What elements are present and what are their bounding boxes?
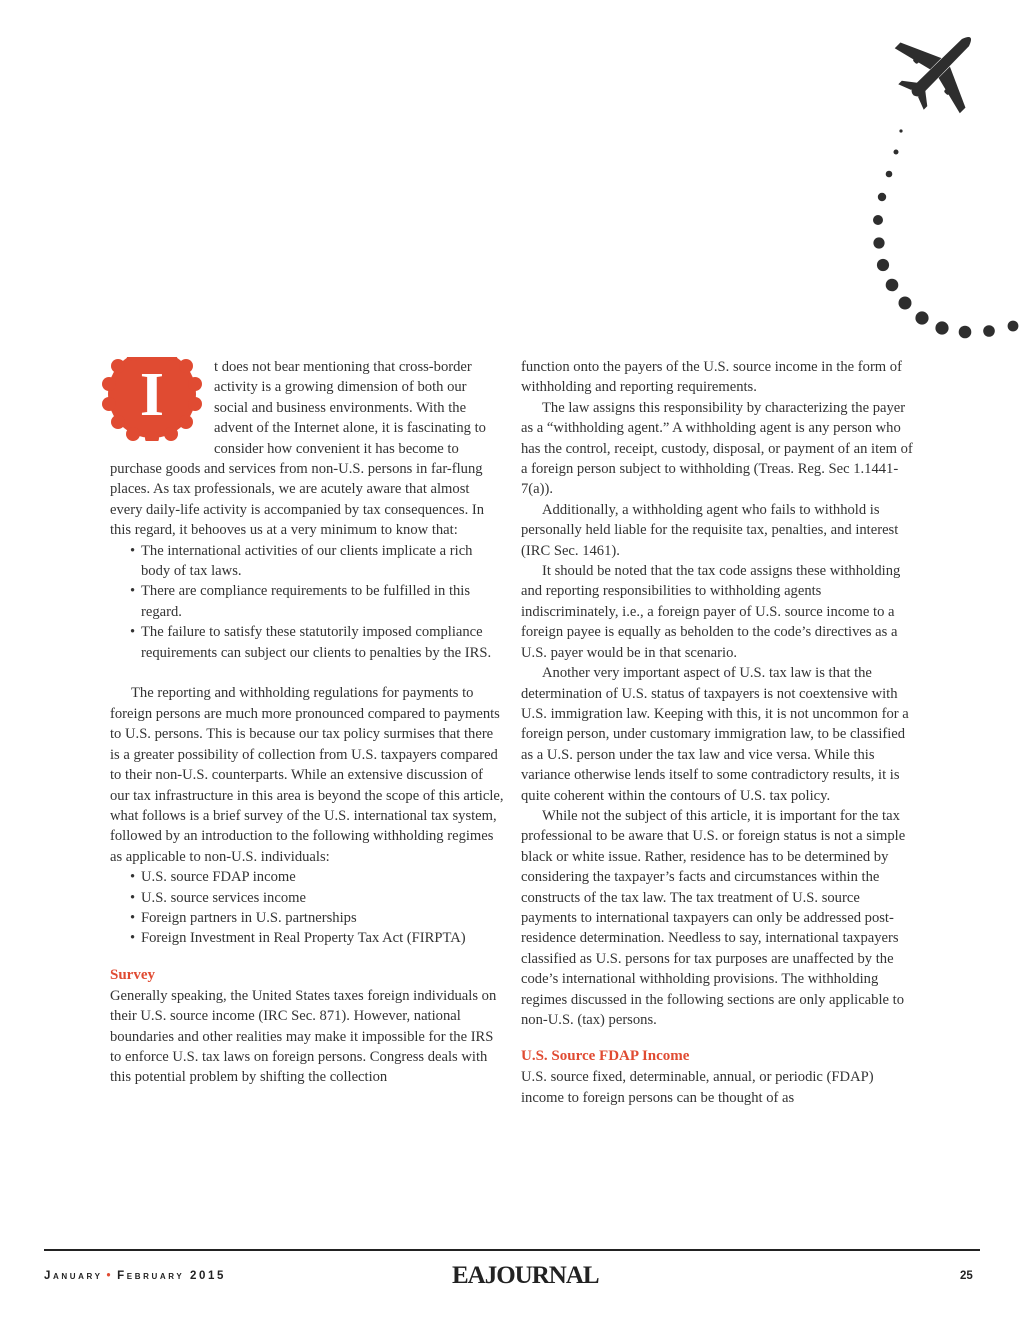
intro-paragraph: t does not bear mentioning that cross-border activity is a growing dimension of both our social and business environments. With the advent of the Internet alone, it is fascinating to consider how convenient it has become to purchase goods and services from non-U.S. persons in far-flung places. As tax professionals, we are acutely aware that almost every daily-life activity is accompanied by tax consequences. In this regard, it behooves us at a very minimum to know that: bbox=[110, 359, 486, 539]
article-left-column bbox=[110, 357, 504, 1088]
list-item: • The international activities of our clients implicate a rich body of tax laws. bbox=[130, 541, 504, 582]
footer-rule bbox=[44, 1249, 980, 1251]
drop-cap bbox=[100, 357, 204, 441]
footer-separator: • bbox=[106, 1270, 114, 1282]
list-item: • U.S. source services income bbox=[130, 888, 504, 908]
bullet-list-regimes bbox=[110, 867, 504, 949]
article-right-column bbox=[521, 357, 915, 1108]
body-paragraph: Generally speaking, the United States taxes foreign individuals on their U.S. source income (IRC Sec. 871). However, national boundaries and other realities may make it impossible for the IRS to enforce U.S. tax laws on foreign persons. Congress deals with this potential problem by shifting the collection bbox=[110, 987, 497, 1086]
body-paragraph: U.S. source fixed, determinable, annual, or periodic (FDAP) income to foreign persons can be thought of as bbox=[521, 1069, 874, 1106]
body-paragraph: function onto the payers of the U.S. source income in the form of withholding and reporting requirements. bbox=[521, 359, 902, 396]
airplane-icon bbox=[878, 5, 1002, 129]
footer-issue-date bbox=[44, 1270, 226, 1282]
bullet-list-compliance bbox=[110, 541, 504, 663]
body-paragraph: The reporting and withholding regulations for payments to foreign persons are much more pronounced compared to payments to U.S. persons. This is because our tax policy surmises that there is a greater possibility of collection from U.S. taxpayers compared to their non-U.S. counterparts. While an extensive discussion of our tax infrastructure in this area is beyond the scope of this article, what follows is a brief survey of the U.S. international tax system, followed by an introduction to the following withholding regimes as applicable to non-U.S. individuals: bbox=[110, 685, 504, 865]
list-item: • The failure to satisfy these statutorily imposed compliance requirements can subject our clients to penalties by the IRS. bbox=[130, 622, 504, 663]
body-paragraph: While not the subject of this article, it is important for the tax professional to be aware that U.S. or foreign status is not a simple black or white issue. Rather, residence has to be determined by considering the taxpayer’s facts and circumstances within the constructs of the tax law. The tax treatment of U.S. source payments to international taxpayers can only be addressed post-residence determination. Needless to say, international taxpayers classified as U.S. persons for tax purposes are unaffected by the code’s international withholding provisions. The withholding regimes discussed in the following sections are only applicable to non-U.S. (tax) persons. bbox=[521, 807, 906, 1028]
list-item: • Foreign Investment in Real Property Tax Act (FIRPTA) bbox=[130, 928, 504, 948]
flight-path-dots bbox=[873, 129, 1018, 338]
body-paragraph: Additionally, a withholding agent who fails to withhold is personally held liable for the requisite tax, penalties, and interest (IRC Sec. 1461). bbox=[521, 501, 899, 559]
drop-cap-letter: I bbox=[139, 361, 165, 429]
list-item: • Foreign partners in U.S. partnerships bbox=[130, 908, 504, 928]
list-item: • There are compliance requirements to be fulfilled in this regard. bbox=[130, 581, 504, 622]
body-paragraph: It should be noted that the tax code assigns these withholding and reporting responsibilities to withholding agents indiscriminately, i.e., a foreign payer of U.S. source income to a foreign payee is equally as beholden to the code’s directives as a U.S. payer would be in that scenario. bbox=[521, 563, 901, 661]
section-heading-fdap: U.S. Source FDAP Income bbox=[521, 1048, 690, 1065]
body-paragraph: Another very important aspect of U.S. tax law is that the determination of U.S. status of taxpayers is not coextensive with U.S. immigration law. Keeping with this, it is not uncommon for a foreign person, under customary immigration law, to be classified as a U.S. person under the tax law and vice versa. While this variance otherwise lends itself to some contradictory results, it is quite coherent within the contours of U.S. tax policy. bbox=[521, 665, 909, 804]
section-heading-survey: Survey bbox=[110, 966, 155, 983]
journal-logo: EAJOURNAL bbox=[452, 1262, 599, 1289]
footer-month-2: February 2015 bbox=[117, 1270, 227, 1282]
body-paragraph: The law assigns this responsibility by characterizing the payer as a “withholding agent.” A withholding agent is any person who has the control, receipt, custody, disposal, or payment of an item of a foreign person subject to withholding (Treas. Reg. Sec 1.1441-7(a)). bbox=[521, 399, 913, 498]
list-item: • U.S. source FDAP income bbox=[130, 867, 504, 887]
footer-month-1: January bbox=[44, 1270, 103, 1282]
page-number: 25 bbox=[960, 1270, 973, 1282]
